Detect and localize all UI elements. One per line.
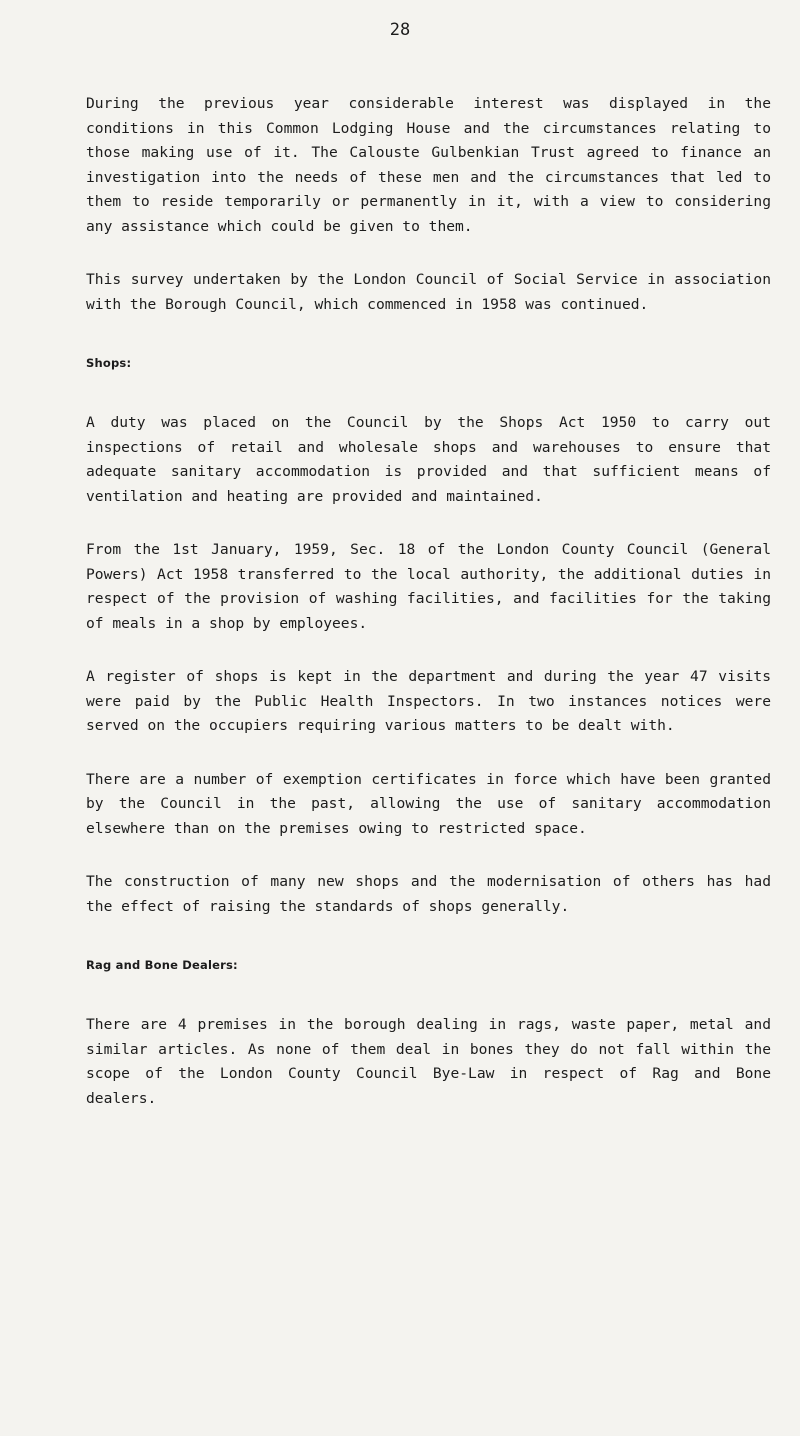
page-number: 28	[389, 20, 411, 40]
paragraph-register-of-shops: A register of shops is kept in the department and during the year 47 visits were paid by the Public Health Inspectors. In two instances notices were served on the occupiers requiring various matters to be dealt with.	[86, 668, 771, 734]
paragraph-exemption-certificates: There are a number of exemption certificates in force which have been granted by the Council in the past, allowing the use of sanitary accommodation elsewhere than on the premises owing to restricted space.	[86, 770, 771, 837]
paragraph-rag-premises: There are 4 premises in the borough dealing in rags, waste paper, metal and similar articles. As none of them deal in bones they do not fall within the scope of the London County Council Bye-Law in respect of Rag and Bone dealers.	[86, 1016, 771, 1107]
section-heading-rag-and-bone: Rag and Bone Dealers:	[86, 958, 238, 972]
paragraph-new-shops-construction: The construction of many new shops and the modernisation of others has had the effect of raising the standards of shops generally.	[86, 873, 771, 915]
section-heading-shops: Shops:	[86, 356, 132, 370]
paragraph-shops-act-duty: A duty was placed on the Council by the Shops Act 1950 to carry out inspections of retail and wholesale shops and warehouses to ensure that adequate sanitary accommodation is provided and that sufficient means of ventilation and heating are provided and maintained.	[86, 414, 771, 505]
paragraph-survey: This survey undertaken by the London Council of Social Service in association with the Borough Council, which commenced in 1958 was continued.	[86, 271, 771, 313]
paragraph-lodging-house-interest: During the previous year considerable interest was displayed in the conditions in this Common Lodging House and the circumstances relating to those making use of it. The Calouste Gulbenkian Trust agreed to finance an investigation into the needs of these men and the circumstances that led to them to reside temporarily or permanently in it, with a view to considering any assistance which could be given to them.	[86, 95, 771, 235]
paragraph-lcc-act-1958: From the 1st January, 1959, Sec. 18 of the London County Council (General Powers) Act 1958 transferred to the local authority, the additional duties in respect of the provision of washing facilities, and facilities for the taking of meals in a shop by employees.	[86, 541, 771, 632]
document-body	[86, 92, 771, 1111]
